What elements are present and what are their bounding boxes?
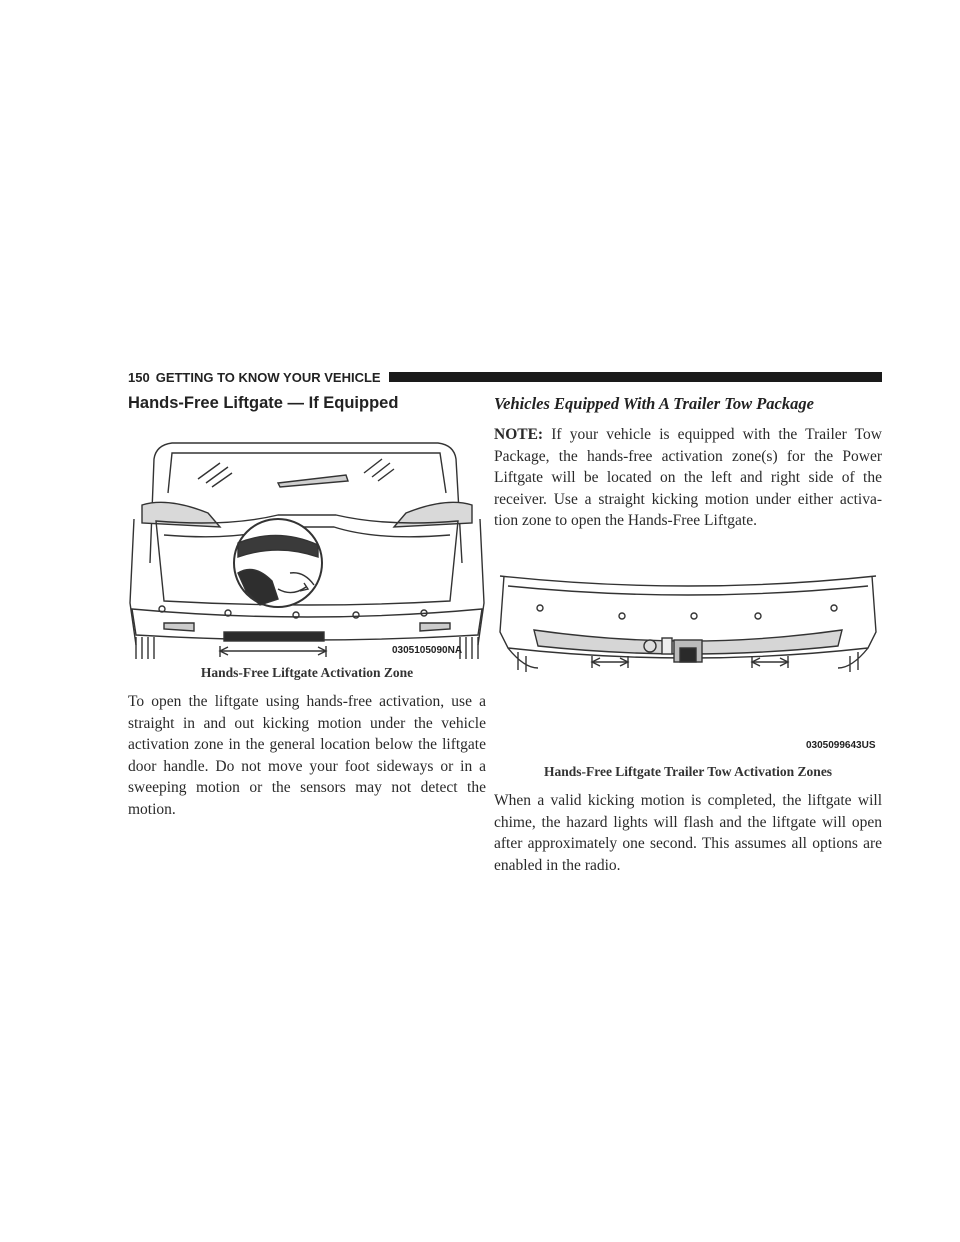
vehicle-rear-illustration [128,423,486,659]
trailer-tow-figure [494,572,882,762]
body-paragraph: When a valid kicking motion is completed, the liftgate will chime, the hazard lights will flash and the liftgate will open after approximately one second. This assumes all options are enabled in the radio. [494,791,882,874]
page-number: 150 [128,369,150,385]
liftgate-activation-figure [128,423,486,659]
left-column [128,394,486,821]
right-column [494,394,882,876]
subsection-title: Vehicles Equipped With A Trailer Tow Package [494,394,814,413]
figure-code: 0305105090NA [392,645,463,656]
note-paragraph [494,424,882,532]
trailer-hitch-illustration [494,572,882,762]
note-text: If your vehicle is equipped with the Trailer Tow Package, the hands-free activation zone(s) for the Power Liftgate will be located on the left and right side of the receiver. Use a straight kicking motion under either activa-tion zone to open the Hands-Free Liftgate. [494,426,882,530]
figure-caption: Hands-Free Liftgate Trailer Tow Activation Zones [543,763,833,779]
section-title: Hands-Free Liftgate — If Equipped [128,394,399,412]
page-header [128,368,882,386]
header-rule [389,372,882,382]
body-paragraph: To open the liftgate using hands-free activation, use a straight in and out kicking motion under the vehicle activation zone in the general location below the liftgate door handle. Do not move your foot sideways or in a sweeping motion or the sensors may not detect the motion. [128,693,486,818]
note-label: NOTE: [494,426,544,443]
figure-caption: Hands-Free Liftgate Activation Zone [200,665,414,680]
figure-code: 0305099643US [806,739,876,751]
section-name: GETTING TO KNOW YOUR VEHICLE [155,369,381,385]
